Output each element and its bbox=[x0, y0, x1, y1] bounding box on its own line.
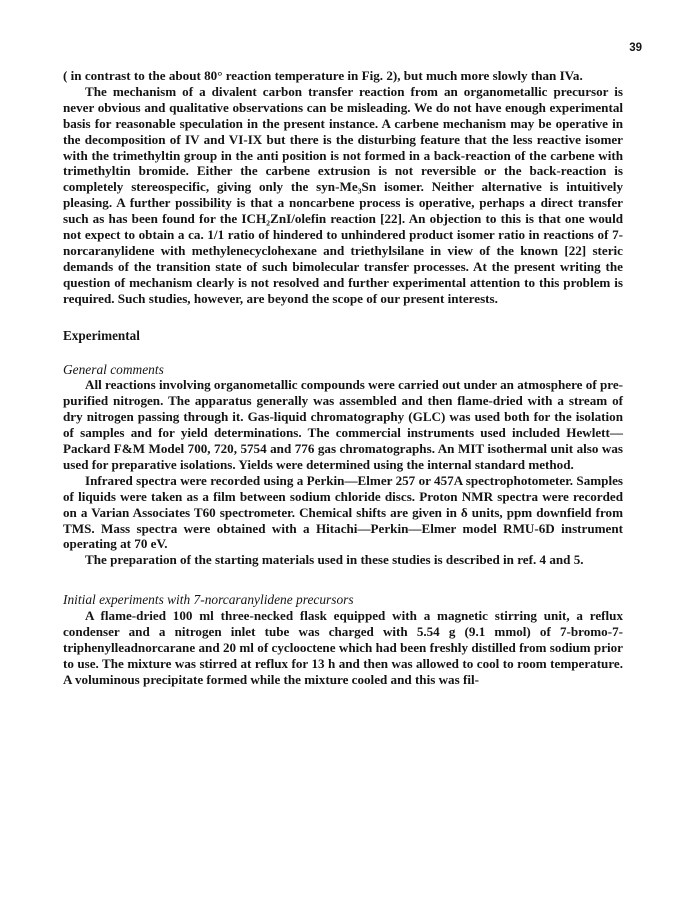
paragraph-initial-procedure: A flame-dried 100 ml three-necked flask equipped with a magnetic stirring unit, a reflux condenser and a nitrogen inlet tube was charged with 5.54 g (9.1 mmol) of 7-bromo-7-triphenylleadnorcarane and 20 ml of cyclooctene which had been freshly distilled from sodium prior to use. The mixture was stirred at reflux for 13 h and then was allowed to cool to room temperature. A voluminous precipitate formed while the mixture cooled and this was fil- bbox=[63, 608, 623, 687]
subsection-heading-initial-experiments: Initial experiments with 7-norcaranylidene precursors bbox=[63, 592, 354, 608]
subsection-heading-general-comments: General comments bbox=[63, 361, 164, 377]
page-body bbox=[63, 68, 623, 688]
page-number: 39 bbox=[629, 42, 642, 54]
paragraph-continuation: ( in contrast to the about 80° reaction temperature in Fig. 2), but much more slowly than IVa. bbox=[63, 68, 583, 83]
paragraph-mechanism-discussion: The mechanism of a divalent carbon transfer reaction from an organometallic precursor is never obvious and qualitative observations can be misleading. We do not have enough experimental basis for reasonable speculation in the present instance. A carbene mechanism may be operative in the decomposition of IV and VI-IX but there is the disturbing feature that the less reactive isomer with the trimethyltin group in the anti position is not formed in a back-reaction of the carbene with trimethyltin bromide. Either the carbene extrusion is not reversible or the back-reaction is completely stereospecific, giving only the syn-Me₃Sn isomer. Neither alternative is intuitively pleasing. A further possibility is that a noncarbene process is operative, perhaps a direct transfer such as has been found for the ICH₂ZnI/olefin reaction [22]. An objection to this is that one would not expect to obtain a ca. 1/1 ratio of hindered to unhindered product isomer ratio in reactions of 7-norcaranylidene with methylenecyclohexane and triethylsilane in view of the known [22] steric demands of the transition state of such bimolecular transfer processes. At the present writing the question of mechanism clearly is not resolved and further experimental attention to this problem is required. Such studies, however, are beyond the scope of our present interests. bbox=[63, 83, 623, 306]
section-heading-experimental: Experimental bbox=[63, 327, 140, 343]
paragraph-general-apparatus: All reactions involving organometallic compounds were carried out under an atmosphere of pre-purified nitrogen. The apparatus generally was assembled and then flame-dried with a stream of dry nitrogen passing through it. Gas-liquid chromatography (GLC) was used both for the isolation of samples and for yield determinations. The commercial instruments used included Hewlett—Packard F&M Model 700, 720, 5754 and 776 gas chromatographs. An MIT isothermal unit also was used for preparative isolations. Yields were determined using the internal standard method. bbox=[63, 377, 623, 472]
paragraph-general-preparation: The preparation of the starting materials used in these studies is described in ref. 4 and 5. bbox=[85, 552, 584, 568]
paragraph-general-spectra: Infrared spectra were recorded using a Perkin—Elmer 257 or 457A spectrophotometer. Samples of liquids were taken as a film between sodium chloride discs. Proton NMR spectra were recorded on a Varian Associates T60 spectrometer. Chemical shifts are given in δ units, ppm downfield from TMS. Mass spectra were obtained with a Hitachi—Perkin—Elmer model RMU-6D instrument operating at 70 eV. bbox=[63, 472, 623, 552]
